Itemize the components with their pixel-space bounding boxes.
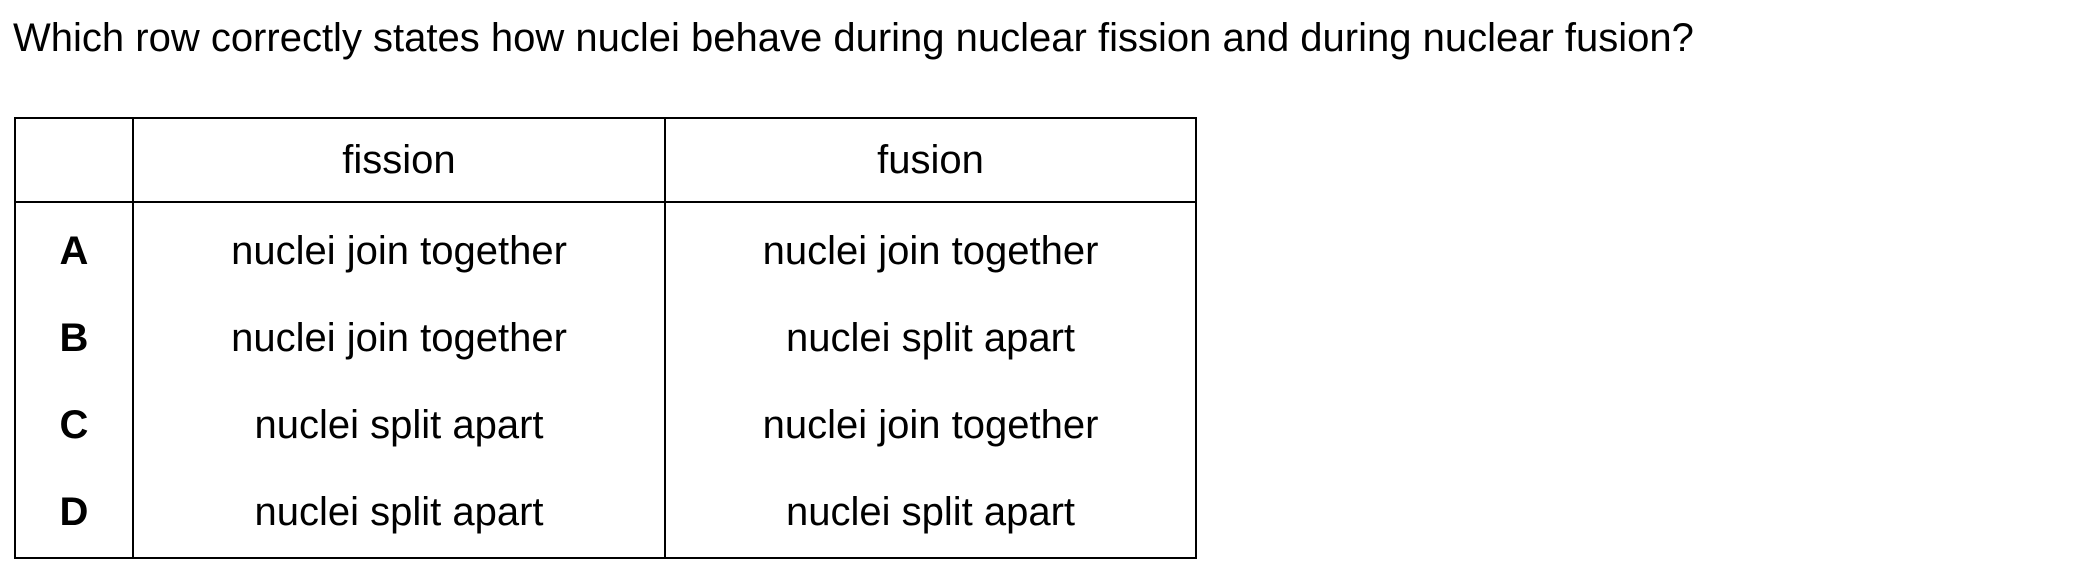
table-row [15, 202, 1196, 294]
table-row [15, 381, 1196, 468]
header-row-label [15, 118, 133, 202]
fusion-cell: nuclei split apart [785, 315, 1076, 360]
header-fission: fission [133, 118, 665, 202]
fission-cell: nuclei split apart [133, 381, 665, 468]
row-label-c: C [15, 381, 133, 468]
table-header-row [15, 118, 1196, 202]
header-fusion: fusion [665, 118, 1196, 202]
fusion-cell: nuclei join together [762, 402, 1099, 447]
fusion-cell: nuclei join together [762, 228, 1099, 273]
fission-cell: nuclei join together [133, 202, 665, 294]
fission-cell: nuclei split apart [133, 468, 665, 558]
fusion-cell: nuclei split apart [785, 489, 1076, 534]
row-label-a: A [15, 202, 133, 294]
table-row [15, 294, 1196, 381]
row-label-d: D [15, 468, 133, 558]
question-text: Which row correctly states how nuclei behave during nuclear fission and during nuclear fusion? [13, 16, 1694, 60]
answer-table [14, 117, 1197, 559]
table-row [15, 468, 1196, 558]
fission-cell: nuclei join together [133, 294, 665, 381]
row-label-b: B [15, 294, 133, 381]
